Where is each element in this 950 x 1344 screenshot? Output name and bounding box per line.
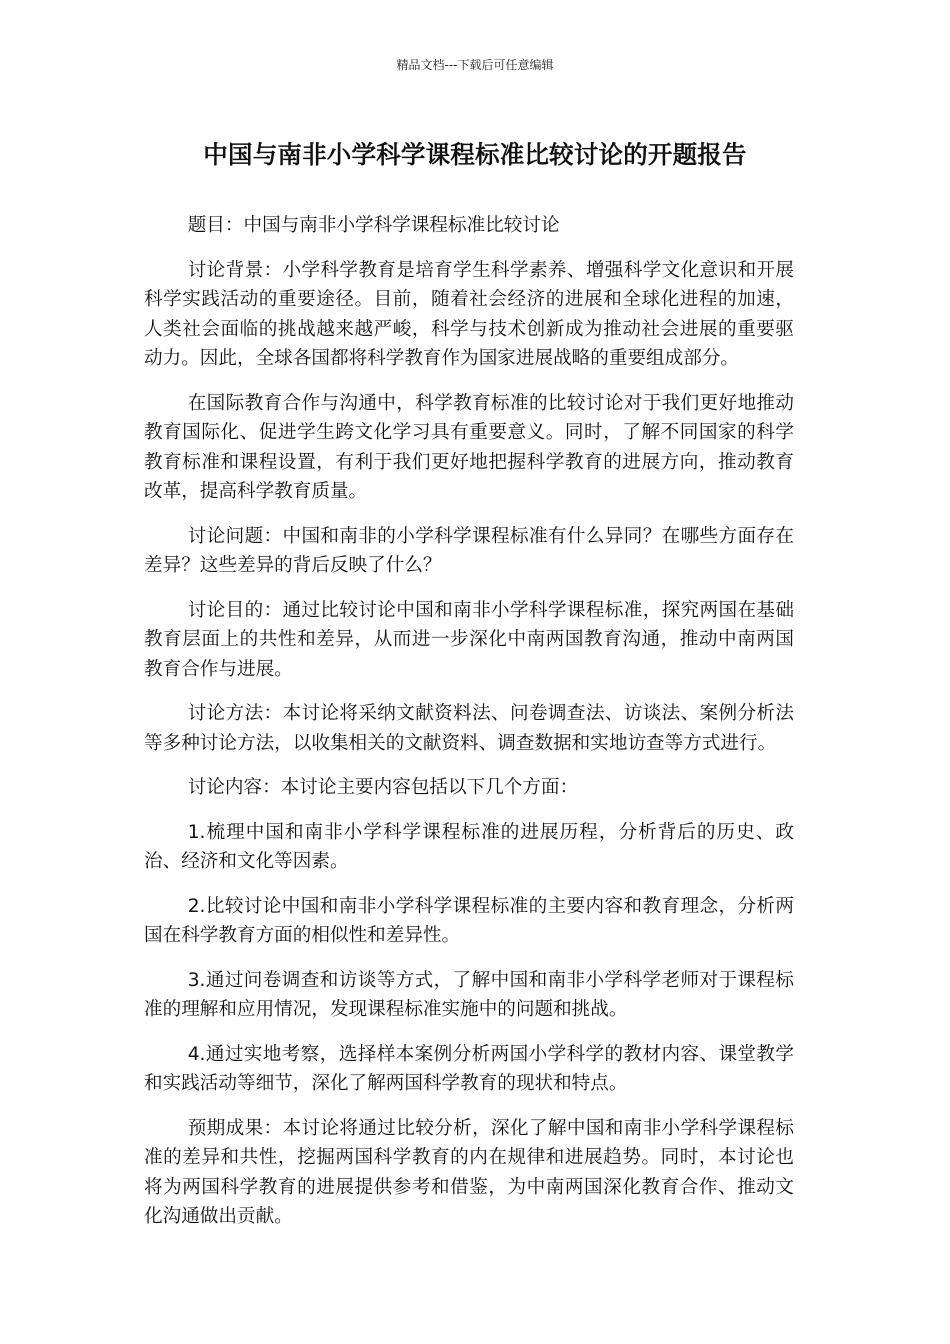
list-item: 3.通过问卷调查和访谈等方式，了解中国和南非小学科学老师对于课程标准的理解和应用情况，发现课程标准实施中的问题和挑战。	[144, 969, 794, 1020]
paragraph-research-method: 讨论方法：本讨论将采纳文献资料法、问卷调查法、访谈法、案例分析法等多种讨论方法，以收集相关的文献资料、调查数据和实地访查等方式进行。	[144, 703, 794, 754]
document-title: 中国与南非小学科学课程标准比较讨论的开题报告	[203, 140, 747, 169]
list-item: 4.通过实地考察，选择样本案例分析两国小学科学的教材内容、课堂教学和实践活动等细节，深化了解两国科学教育的现状和特点。	[144, 1043, 794, 1094]
list-item: 1.梳理中国和南非小学科学课程标准的进展历程，分析背后的历史、政治、经济和文化等因素。	[144, 821, 794, 872]
paragraph-expected-outcome: 预期成果：本讨论将通过比较分析，深化了解中国和南非小学科学课程标准的差异和共性，挖掘两国科学教育的内在规律和进展趋势。同时，本讨论也将为两国科学教育的进展提供参考和借鉴，为中南两国深化教育合作、推动文化沟通做出贡献。	[144, 1117, 794, 1227]
paragraph-topic: 题目：中国与南非小学科学课程标准比较讨论	[187, 215, 560, 236]
paragraph-research-purpose: 讨论目的：通过比较讨论中国和南非小学科学课程标准，探究两国在基础教育层面上的共性和差异，从而进一步深化中南两国教育沟通，推动中南两国教育合作与进展。	[144, 599, 794, 680]
list-item: 2.比较讨论中国和南非小学科学课程标准的主要内容和教育理念，分析两国在科学教育方面的相似性和差异性。	[144, 895, 794, 946]
paragraph-international-context: 在国际教育合作与沟通中，科学教育标准的比较讨论对于我们更好地推动教育国际化、促进学生跨文化学习具有重要意义。同时，了解不同国家的科学教育标准和课程设置，有利于我们更好地把握科学教育的进展方向，推动教育改革，提高科学教育质量。	[144, 392, 794, 502]
document-body	[144, 211, 794, 1247]
header-note: 精品文档---下载后可任意编辑	[396, 58, 554, 72]
paragraph-background: 讨论背景：小学科学教育是培育学生科学素养、增强科学文化意识和开展科学实践活动的重要途径。目前，随着社会经济的进展和全球化进程的加速，人类社会面临的挑战越来越严峻，科学与技术创新成为推动社会进展的重要驱动力。因此，全球各国都将科学教育作为国家进展战略的重要组成部分。	[144, 259, 794, 369]
paragraph-research-question: 讨论问题：中国和南非的小学科学课程标准有什么异同？在哪些方面存在差异？这些差异的背后反映了什么？	[144, 525, 794, 576]
paragraph-research-content: 讨论内容：本讨论主要内容包括以下几个方面：	[187, 777, 579, 798]
